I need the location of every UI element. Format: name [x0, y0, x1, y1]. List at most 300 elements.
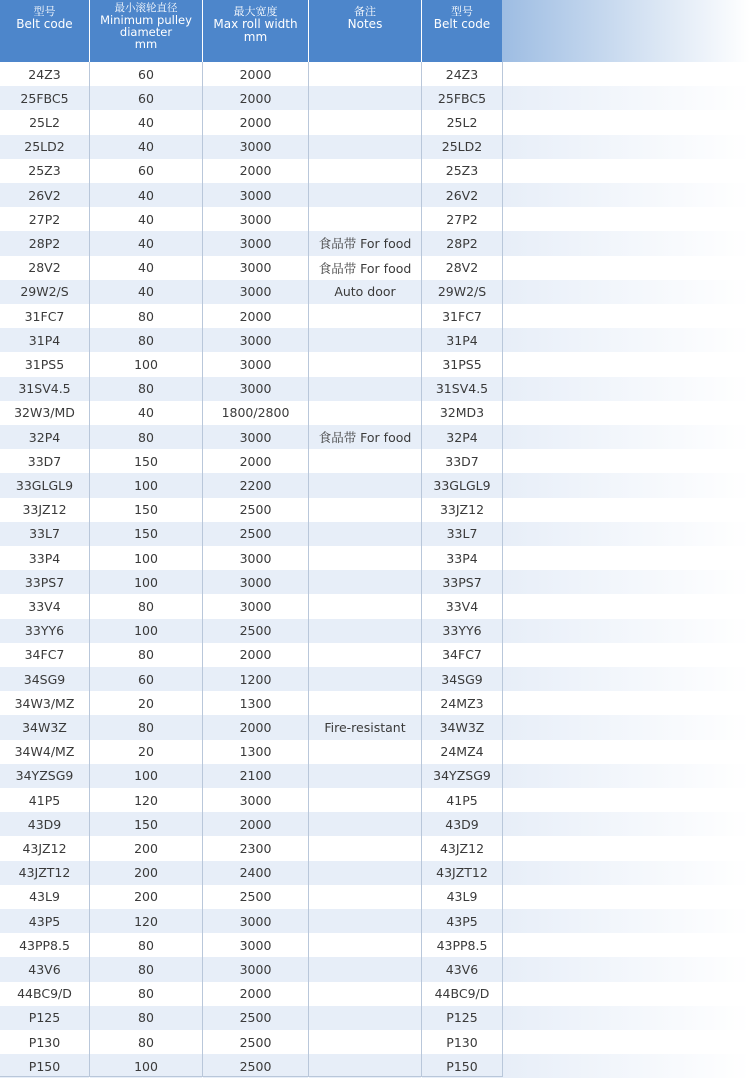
cell-notes — [309, 1006, 421, 1030]
cell-min-pulley-diameter: 100 — [134, 356, 158, 372]
cell-belt-code: 43D9 — [0, 812, 89, 836]
cell-max-roll-width: 2500 — [239, 502, 272, 518]
cell-min-pulley-diameter: 40 — [90, 183, 202, 207]
cell-belt-code-alt: 34W3Z — [422, 715, 502, 739]
cell-max-roll-width: 2500 — [203, 619, 308, 643]
cell-min-pulley-diameter: 120 — [134, 792, 158, 808]
header-fade — [502, 0, 750, 62]
row-fade — [502, 280, 750, 304]
row-fade — [502, 715, 750, 739]
table-row — [0, 812, 750, 836]
cell-notes — [309, 740, 421, 764]
cell-max-roll-width: 3000 — [239, 792, 272, 808]
table-row — [0, 256, 750, 280]
row-fade — [502, 1006, 750, 1030]
table-row — [0, 498, 750, 522]
cell-belt-code-alt: 33YY6 — [422, 619, 502, 643]
cell-notes — [309, 522, 421, 546]
cell-belt-code: P130 — [28, 1034, 61, 1050]
row-fade — [502, 377, 750, 401]
cell-min-pulley-diameter: 60 — [90, 86, 202, 110]
cell-belt-code-alt: 33PS7 — [422, 570, 502, 594]
table-row — [0, 62, 750, 86]
row-fade — [502, 691, 750, 715]
cell-belt-code: 32P4 — [0, 425, 89, 449]
row-fade — [502, 885, 750, 909]
header-min-pulley-en2: diameter — [119, 25, 173, 39]
cell-max-roll-width: 2000 — [239, 66, 272, 82]
header-notes-en: Notes — [347, 17, 383, 31]
cell-belt-code: 24Z3 — [28, 66, 61, 82]
cell-min-pulley-diameter: 150 — [90, 522, 202, 546]
row-fade — [502, 183, 750, 207]
cell-notes — [309, 812, 421, 836]
cell-max-roll-width: 2100 — [203, 764, 308, 788]
cell-min-pulley-diameter: 100 — [90, 764, 202, 788]
cell-belt-code: 44BC9/D — [17, 986, 72, 1002]
cell-min-pulley-diameter: 200 — [134, 889, 158, 905]
cell-max-roll-width: 2200 — [203, 473, 308, 497]
cell-belt-code-alt: 34SG9 — [422, 667, 502, 691]
cell-notes — [309, 401, 421, 425]
cell-max-roll-width: 3000 — [203, 570, 308, 594]
table-row — [0, 788, 750, 812]
table-row — [0, 982, 750, 1006]
cell-max-roll-width: 3000 — [239, 260, 272, 276]
cell-belt-code-alt: 33V4 — [445, 598, 479, 614]
cell-notes — [309, 328, 421, 352]
cell-min-pulley-diameter: 40 — [90, 135, 202, 159]
header-min-pulley-unit: mm — [134, 37, 158, 51]
cell-notes — [309, 207, 421, 231]
cell-min-pulley-diameter: 20 — [138, 695, 154, 711]
cell-belt-code-alt: 33D7 — [445, 453, 479, 469]
cell-belt-code-alt: P130 — [446, 1034, 478, 1050]
cell-belt-code: 28P2 — [0, 231, 89, 255]
cell-max-roll-width: 3000 — [203, 328, 308, 352]
cell-max-roll-width: 3000 — [239, 211, 272, 227]
cell-min-pulley-diameter: 100 — [90, 570, 202, 594]
header-belt-code-en: Belt code — [16, 17, 73, 31]
cell-belt-code: 34W3Z — [0, 715, 89, 739]
cell-belt-code-alt: P125 — [422, 1006, 502, 1030]
cell-max-roll-width: 3000 — [239, 550, 272, 566]
row-fade — [502, 861, 750, 885]
cell-min-pulley-diameter: 80 — [138, 937, 154, 953]
header-belt-code-right-zh: 型号 — [451, 5, 473, 18]
cell-belt-code-alt: 25FBC5 — [422, 86, 502, 110]
cell-belt-code: P150 — [0, 1054, 89, 1078]
header-min-pulley-en: Minimum pulley — [100, 13, 192, 27]
cell-belt-code-alt: 44BC9/D — [434, 986, 490, 1002]
row-fade — [502, 207, 750, 231]
cell-min-pulley-diameter: 80 — [138, 647, 154, 663]
cell-max-roll-width: 3000 — [203, 377, 308, 401]
cell-min-pulley-diameter: 150 — [134, 453, 158, 469]
cell-belt-code-alt: 32P4 — [422, 425, 502, 449]
row-fade — [502, 231, 750, 255]
cell-notes — [309, 861, 421, 885]
cell-max-roll-width: 1800/2800 — [221, 405, 290, 421]
cell-notes — [309, 1030, 421, 1054]
cell-belt-code-alt: 25L2 — [446, 114, 478, 130]
cell-belt-code-alt: 43D9 — [422, 812, 502, 836]
cell-max-roll-width: 3000 — [203, 957, 308, 981]
cell-belt-code: 34FC7 — [24, 647, 65, 663]
cell-notes — [309, 473, 421, 497]
cell-belt-code-alt: 32MD3 — [439, 405, 485, 421]
cell-belt-code-alt: 33P4 — [446, 550, 478, 566]
table-row — [0, 861, 750, 885]
row-fade — [502, 788, 750, 812]
row-fade — [502, 522, 750, 546]
cell-notes — [309, 982, 421, 1006]
row-fade — [502, 449, 750, 473]
row-fade — [502, 304, 750, 328]
cell-belt-code: 33D7 — [27, 453, 62, 469]
cell-belt-code-alt: 43L9 — [446, 889, 478, 905]
row-fade — [502, 667, 750, 691]
row-fade — [502, 982, 750, 1006]
table-row — [0, 86, 750, 110]
table-row — [0, 449, 750, 473]
row-fade — [502, 498, 750, 522]
cell-belt-code: 27P2 — [28, 211, 61, 227]
cell-notes — [309, 619, 421, 643]
cell-belt-code: 31SV4.5 — [0, 377, 89, 401]
cell-max-roll-width: 3000 — [203, 425, 308, 449]
cell-belt-code-alt: 33GLGL9 — [422, 473, 502, 497]
cell-notes — [309, 885, 421, 909]
cell-notes: Fire-resistant — [309, 715, 421, 739]
row-fade — [502, 909, 750, 933]
table-row — [0, 619, 750, 643]
cell-notes — [309, 643, 421, 667]
table-row — [0, 110, 750, 134]
cell-max-roll-width: 2000 — [239, 308, 272, 324]
cell-min-pulley-diameter: 100 — [90, 619, 202, 643]
cell-belt-code: 43JZ12 — [22, 840, 67, 856]
table-row — [0, 1054, 750, 1078]
cell-max-roll-width: 2000 — [203, 86, 308, 110]
row-fade — [502, 425, 750, 449]
cell-notes: 食品带 For food — [318, 260, 412, 276]
cell-belt-code-alt: 43V6 — [422, 957, 502, 981]
table-row — [0, 280, 750, 304]
cell-max-roll-width: 2400 — [203, 861, 308, 885]
cell-notes — [309, 691, 421, 715]
table-row — [0, 667, 750, 691]
table-row — [0, 207, 750, 231]
cell-max-roll-width: 3000 — [203, 135, 308, 159]
row-fade — [502, 159, 750, 183]
table-row — [0, 425, 750, 449]
cell-min-pulley-diameter: 100 — [134, 550, 158, 566]
cell-notes — [309, 352, 421, 376]
cell-notes — [309, 377, 421, 401]
table-row — [0, 473, 750, 497]
cell-min-pulley-diameter: 200 — [90, 861, 202, 885]
cell-belt-code-alt: 25LD2 — [422, 135, 502, 159]
cell-belt-code-alt: 43P5 — [422, 909, 502, 933]
cell-belt-code-alt: P150 — [422, 1054, 502, 1078]
cell-belt-code-alt: 34YZSG9 — [422, 764, 502, 788]
table-row — [0, 231, 750, 255]
cell-belt-code: 25Z3 — [28, 163, 61, 179]
cell-notes — [309, 594, 421, 618]
cell-belt-code-alt: 43JZ12 — [439, 840, 485, 856]
cell-notes — [309, 449, 421, 473]
cell-min-pulley-diameter: 60 — [138, 163, 154, 179]
header-notes — [309, 0, 421, 62]
cell-belt-code-alt: 26V2 — [422, 183, 502, 207]
cell-belt-code: 34W4/MZ — [14, 744, 75, 760]
cell-min-pulley-diameter: 80 — [90, 425, 202, 449]
cell-belt-code-alt: 31FC7 — [442, 308, 482, 324]
cell-belt-code: 41P5 — [28, 792, 61, 808]
table-row — [0, 159, 750, 183]
cell-belt-code: 43V6 — [0, 957, 89, 981]
cell-belt-code-alt: 29W2/S — [422, 280, 502, 304]
table-row — [0, 715, 750, 739]
row-fade — [502, 473, 750, 497]
table-row — [0, 594, 750, 618]
cell-min-pulley-diameter: 80 — [138, 1034, 154, 1050]
cell-notes — [309, 159, 421, 183]
row-fade — [502, 256, 750, 280]
table-row — [0, 377, 750, 401]
row-fade — [502, 764, 750, 788]
row-fade — [502, 812, 750, 836]
cell-min-pulley-diameter: 80 — [90, 328, 202, 352]
header-min-pulley-zh: 最小滚轮直径 — [114, 2, 178, 14]
cell-belt-code: 43JZT12 — [0, 861, 89, 885]
cell-min-pulley-diameter: 40 — [138, 405, 154, 421]
cell-belt-code: 26V2 — [0, 183, 89, 207]
cell-belt-code: 43P5 — [0, 909, 89, 933]
header-max-width-zh: 最大宽度 — [233, 5, 278, 18]
cell-min-pulley-diameter: 80 — [90, 715, 202, 739]
cell-belt-code: 25LD2 — [0, 135, 89, 159]
cell-min-pulley-diameter: 120 — [90, 909, 202, 933]
header-max-width-en: Max roll width — [213, 17, 298, 31]
cell-belt-code: 33PS7 — [0, 570, 89, 594]
header-belt-code-right-en: Belt code — [433, 17, 491, 31]
cell-notes — [309, 498, 421, 522]
cell-belt-code-alt: 31SV4.5 — [422, 377, 502, 401]
header-max-width — [203, 0, 308, 62]
header-max-width-unit: mm — [243, 30, 268, 44]
cell-min-pulley-diameter: 100 — [90, 1054, 202, 1078]
cell-max-roll-width: 2000 — [239, 163, 272, 179]
cell-belt-code: 32W3/MD — [14, 405, 75, 421]
cell-belt-code: 33YY6 — [0, 619, 89, 643]
row-fade — [502, 836, 750, 860]
cell-max-roll-width: 2300 — [239, 840, 272, 856]
cell-notes — [309, 135, 421, 159]
table-row — [0, 304, 750, 328]
cell-belt-code: 33V4 — [28, 598, 61, 614]
row-fade — [502, 401, 750, 425]
cell-notes — [309, 86, 421, 110]
cell-notes: 食品带 For food — [309, 231, 421, 255]
header-belt-code-zh: 型号 — [33, 5, 56, 18]
row-fade — [502, 1054, 750, 1078]
column-divider — [202, 62, 203, 1077]
table-row — [0, 885, 750, 909]
cell-min-pulley-diameter: 60 — [90, 667, 202, 691]
table-row — [0, 570, 750, 594]
cell-min-pulley-diameter: 20 — [138, 744, 154, 760]
cell-notes: Auto door — [309, 280, 421, 304]
cell-max-roll-width: 2000 — [239, 647, 272, 663]
column-divider — [421, 62, 422, 1077]
table-header — [0, 0, 750, 62]
column-divider — [502, 62, 503, 1077]
cell-belt-code: 31FC7 — [24, 308, 65, 324]
table-row — [0, 135, 750, 159]
cell-belt-code-alt: 33L7 — [422, 522, 502, 546]
row-fade — [502, 619, 750, 643]
table-row — [0, 643, 750, 667]
row-fade — [502, 352, 750, 376]
cell-belt-code-alt: 24Z3 — [445, 66, 479, 82]
table-row — [0, 328, 750, 352]
table-row — [0, 764, 750, 788]
header-belt-code — [0, 0, 89, 62]
column-divider — [308, 62, 309, 1077]
cell-max-roll-width: 3000 — [239, 937, 272, 953]
cell-notes — [309, 546, 421, 570]
header-min-pulley — [90, 0, 202, 62]
cell-belt-code: 33GLGL9 — [0, 473, 89, 497]
cell-notes: 食品带 For food — [309, 425, 421, 449]
cell-max-roll-width: 2000 — [203, 715, 308, 739]
cell-min-pulley-diameter: 40 — [138, 114, 154, 130]
row-fade — [502, 570, 750, 594]
cell-max-roll-width: 2500 — [203, 522, 308, 546]
cell-belt-code: 25FBC5 — [0, 86, 89, 110]
row-fade — [502, 740, 750, 764]
cell-notes — [309, 304, 421, 328]
cell-min-pulley-diameter: 40 — [138, 211, 154, 227]
row-fade — [502, 135, 750, 159]
cell-min-pulley-diameter: 100 — [90, 473, 202, 497]
row-fade — [502, 546, 750, 570]
cell-min-pulley-diameter: 80 — [90, 1006, 202, 1030]
cell-min-pulley-diameter: 40 — [90, 231, 202, 255]
cell-belt-code: 25L2 — [29, 114, 60, 130]
cell-max-roll-width: 1200 — [203, 667, 308, 691]
cell-notes — [309, 110, 421, 134]
cell-max-roll-width: 2500 — [203, 1054, 308, 1078]
cell-belt-code-alt: 27P2 — [446, 211, 478, 227]
table-bottom-border — [0, 1076, 502, 1077]
header-belt-code-right — [422, 0, 502, 62]
cell-notes — [309, 788, 421, 812]
cell-notes — [309, 667, 421, 691]
cell-max-roll-width: 3000 — [203, 231, 308, 255]
cell-belt-code: 29W2/S — [0, 280, 89, 304]
cell-min-pulley-diameter: 80 — [138, 308, 154, 324]
cell-belt-code: 33JZ12 — [22, 502, 67, 518]
cell-belt-code-alt: 28V2 — [445, 260, 479, 276]
cell-belt-code-alt: 41P5 — [446, 792, 478, 808]
cell-min-pulley-diameter: 80 — [138, 598, 154, 614]
cell-notes — [309, 909, 421, 933]
cell-belt-code-alt: 34FC7 — [442, 647, 482, 663]
cell-notes — [309, 1054, 421, 1078]
cell-max-roll-width: 3000 — [203, 183, 308, 207]
row-fade — [502, 110, 750, 134]
column-divider — [89, 62, 90, 1077]
table-row — [0, 352, 750, 376]
cell-max-roll-width: 2000 — [203, 812, 308, 836]
cell-min-pulley-diameter: 80 — [90, 377, 202, 401]
cell-belt-code: 33L7 — [0, 522, 89, 546]
cell-belt-code-alt: 33JZ12 — [439, 502, 485, 518]
header-notes-zh: 备注 — [354, 5, 376, 18]
cell-belt-code: P125 — [0, 1006, 89, 1030]
cell-belt-code-alt: 43PP8.5 — [436, 937, 488, 953]
row-fade — [502, 86, 750, 110]
cell-belt-code: 43L9 — [29, 889, 60, 905]
row-fade — [502, 594, 750, 618]
row-fade — [502, 643, 750, 667]
table-row — [0, 546, 750, 570]
row-fade — [502, 933, 750, 957]
cell-max-roll-width: 3000 — [239, 598, 272, 614]
row-fade — [502, 1030, 750, 1054]
table-row — [0, 691, 750, 715]
cell-notes — [309, 183, 421, 207]
cell-max-roll-width: 2500 — [239, 889, 272, 905]
table-row — [0, 740, 750, 764]
cell-max-roll-width: 2000 — [239, 453, 272, 469]
cell-belt-code: 28V2 — [28, 260, 61, 276]
cell-max-roll-width: 1300 — [239, 695, 272, 711]
cell-notes — [309, 62, 421, 86]
table-row — [0, 933, 750, 957]
cell-belt-code: 34YZSG9 — [0, 764, 89, 788]
table-row — [0, 909, 750, 933]
table-row — [0, 401, 750, 425]
cell-min-pulley-diameter: 40 — [90, 280, 202, 304]
cell-max-roll-width: 3000 — [203, 909, 308, 933]
table-row — [0, 183, 750, 207]
cell-notes — [309, 764, 421, 788]
cell-belt-code: 33P4 — [28, 550, 61, 566]
cell-max-roll-width: 1300 — [239, 744, 272, 760]
cell-belt-code: 34W3/MZ — [14, 695, 75, 711]
table-row — [0, 522, 750, 546]
cell-min-pulley-diameter: 80 — [90, 957, 202, 981]
table-row — [0, 1030, 750, 1054]
table-row — [0, 957, 750, 981]
row-fade — [502, 957, 750, 981]
table-row — [0, 836, 750, 860]
cell-max-roll-width: 3000 — [203, 280, 308, 304]
cell-min-pulley-diameter: 40 — [138, 260, 154, 276]
cell-max-roll-width: 2000 — [239, 986, 272, 1002]
cell-min-pulley-diameter: 80 — [138, 986, 154, 1002]
cell-max-roll-width: 2000 — [239, 114, 272, 130]
cell-belt-code: 31P4 — [0, 328, 89, 352]
cell-belt-code-alt: 31P4 — [422, 328, 502, 352]
row-fade — [502, 62, 750, 86]
cell-min-pulley-diameter: 60 — [138, 66, 154, 82]
cell-belt-code: 43PP8.5 — [19, 937, 70, 953]
